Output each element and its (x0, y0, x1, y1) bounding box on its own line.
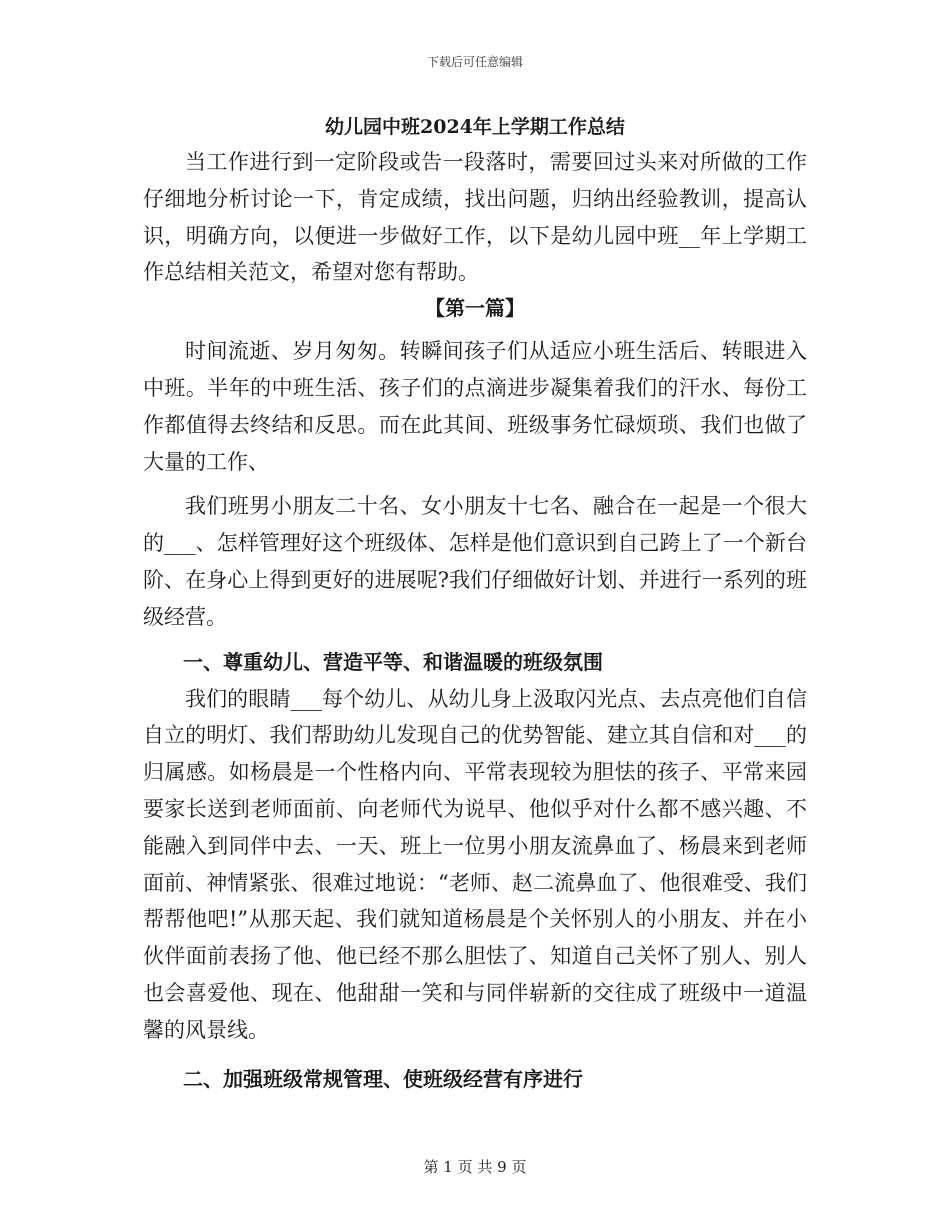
heading-2: 二、加强班级常规管理、使班级经营有序进行 (183, 1066, 583, 1091)
heading-1: 一、尊重幼儿、营造平等、和谐温暖的班级氛围 (183, 649, 603, 674)
document-title: 幼儿园中班2024年上学期工作总结 (325, 116, 625, 138)
intro-paragraph: 当工作进行到一定阶段或告一段落时，需要回过头来对所做的工作仔细地分析讨论一下，肯定成绩，找出问题，归纳出经验教训，提高认识，明确方向，以便进一步做好工作，以下是幼儿园中班__年上学期工作总结相关范文，希望对您有帮助。 (143, 150, 807, 285)
paragraph-1: 时间流逝、岁月匆匆。转瞬间孩子们从适应小班生活后、转眼进入中班。半年的中班生活、孩子们的点滴进步凝集着我们的汗水、每份工作都值得去终结和反思。而在此其间、班级事务忙碌烦琐、我们也做了大量的工作、 (143, 339, 807, 474)
header-note: 下载后可任意编辑 (426, 55, 523, 69)
page-number: 第 1 页 共 9 页 (423, 1158, 527, 1176)
section-title: 【第一篇】 (425, 296, 525, 321)
paragraph-3: 我们的眼睛___每个幼儿、从幼儿身上汲取闪光点、去点亮他们自信自立的明灯、我们帮助幼儿发现自己的优势智能、建立其自信和对___的归属感。如杨晨是一个性格内向、平常表现较为胆怯的孩子、平常来园要家长送到老师面前、向老师代为说早、他似乎对什么都不感兴趣、不能融入到同伴中去、一天、班上一位男小朋友流鼻血了、杨晨来到老师面前、神情紧张、很难过地说：“老师、赵二流鼻血了、他很难受、我们帮帮他吧!”从那天起、我们就知道杨晨是个关怀别人的小朋友、并在小伙伴面前表扬了他、他已经不那么胆怯了、知道自己关怀了别人、别人也会喜爱他、现在、他甜甜一笑和与同伴崭新的交往成了班级中一道温馨的风景线。 (143, 686, 807, 1042)
document-content (143, 110, 807, 1098)
paragraph-2: 我们班男小朋友二十名、女小朋友十七名、融合在一起是一个很大的___、怎样管理好这个班级体、怎样是他们意识到自己跨上了一个新台阶、在身心上得到更好的进展呢?我们仔细做好计划、并进行一系列的班级经营。 (143, 494, 807, 629)
